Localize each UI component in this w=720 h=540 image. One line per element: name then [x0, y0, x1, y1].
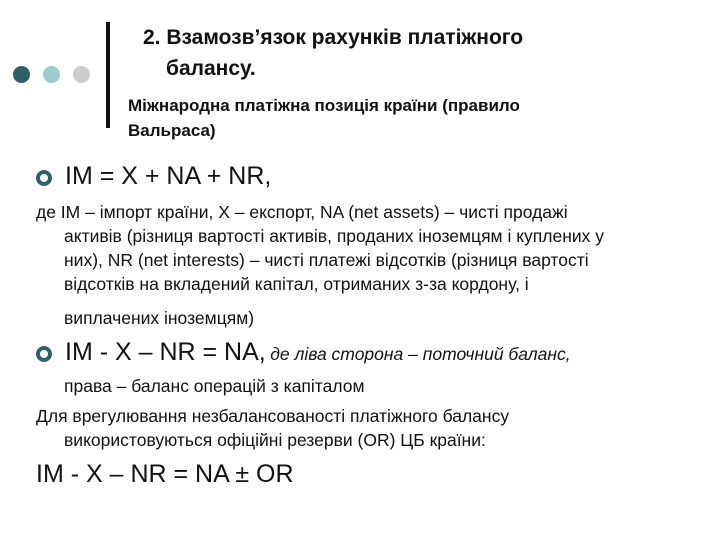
regulation-line-2: використовуються офіційні резерви (OR) ЦБ країни: — [64, 430, 486, 450]
equation-2-note-line-2-text: права – баланс операцій з капіталом — [64, 376, 365, 396]
equation-2-note-line-2 — [64, 374, 720, 398]
subtitle-line-1: Міжнародна платіжна позиція країни (правило — [128, 96, 520, 115]
slide-subtitle — [128, 93, 688, 143]
definitions-paragraph — [36, 200, 696, 330]
bullet-icon — [36, 170, 52, 186]
definition-line-3: них), NR (net interests) – чисті платежі відсотків (різниця вартості — [64, 250, 589, 270]
definition-line-4: відсотків на вкладений капітал, отриманих з-за кордону, і — [64, 274, 529, 294]
equation-2-note: де ліва сторона – поточний баланс, — [270, 344, 571, 364]
decor-dot-gray — [73, 66, 90, 83]
equation-3 — [36, 460, 696, 489]
title-line-2: балансу. — [166, 57, 256, 80]
equation-1 — [65, 162, 720, 191]
equation-2-text: IM - X – NR = NA, — [65, 338, 266, 366]
equation-3-text: IM - X – NR = NA ± OR — [36, 460, 294, 488]
regulation-line-1: Для врегулювання незбалансованості платіжного балансу — [36, 406, 510, 426]
equation-1-text: IM = X + NA + NR, — [65, 162, 272, 190]
definition-line-1: де IM – імпорт країни, X – експорт, NA (net assets) – чисті продажі — [36, 202, 568, 222]
regulation-paragraph — [36, 404, 696, 452]
equation-2 — [65, 338, 720, 367]
definition-line-2: активів (різниця вартості активів, проданих іноземцям і куплених у — [64, 226, 605, 246]
subtitle-line-2: Вальраса) — [128, 121, 216, 140]
title-line-1: 2. Взамозв’язок рахунків платіжного — [143, 26, 524, 49]
decor-dot-teal — [43, 66, 60, 83]
bullet-icon — [36, 346, 52, 362]
title-divider — [106, 22, 110, 128]
slide-title — [143, 22, 703, 84]
decor-dot-dark — [13, 66, 30, 83]
definition-line-5: виплачених іноземцям) — [64, 308, 255, 328]
